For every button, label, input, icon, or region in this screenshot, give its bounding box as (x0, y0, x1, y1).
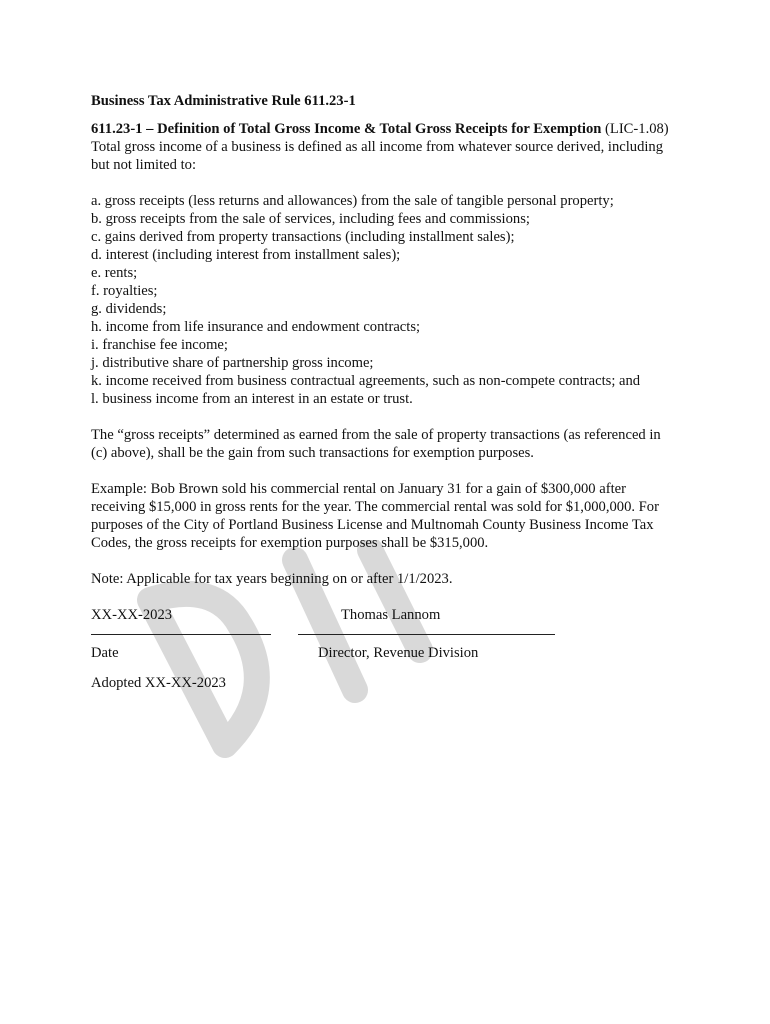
list-item: c. gains derived from property transactions (including installment sales); (91, 229, 515, 245)
rule-heading-bold: 611.23-1 – Definition of Total Gross Income & Total Gross Receipts for Exemption (91, 121, 602, 137)
rule-heading-code: (LIC-1.08) (601, 121, 669, 137)
gross-receipts-paragraph: The “gross receipts” determined as earned from the sale of property transactions (as referenced in (c) above), shall be the gain from such transactions for exemption purposes. (91, 427, 661, 461)
adopted-date: Adopted XX-XX-2023 (91, 675, 226, 691)
list-item: d. interest (including interest from installment sales); (91, 247, 401, 263)
example-paragraph: Example: Bob Brown sold his commercial rental on January 31 for a gain of $300,000 after receiving $15,000 in gross rents for the year. The commercial rental was sold for $1,000,000. For purposes of the City of Portland Business License and Multnomah County Business Income Tax Codes, the gross receipts for exemption purposes shall be $315,000. (91, 481, 659, 551)
date-label: Date (91, 645, 119, 661)
director-title-label: Director, Revenue Division (318, 645, 479, 661)
list-item: e. rents; (91, 265, 138, 281)
applicability-note: Note: Applicable for tax years beginning on or after 1/1/2023. (91, 571, 453, 587)
rule-heading (91, 120, 671, 138)
document-body (91, 92, 671, 692)
list-item: l. business income from an interest in an estate or trust. (91, 391, 413, 407)
list-item: g. dividends; (91, 301, 167, 317)
list-item: k. income received from business contractual agreements, such as non-compete contracts; and (91, 373, 641, 389)
list-item: a. gross receipts (less returns and allowances) from the sale of tangible personal property; (91, 193, 614, 209)
signature-labels (91, 644, 671, 664)
date-signature-line (91, 634, 271, 635)
director-signature-line (298, 634, 555, 635)
signature-date-value: XX-XX-2023 (91, 607, 173, 623)
rule-title: Business Tax Administrative Rule 611.23-1 (91, 93, 356, 109)
list-item: i. franchise fee income; (91, 337, 228, 353)
list-item: h. income from life insurance and endowment contracts; (91, 319, 421, 335)
intro-paragraph: Total gross income of a business is defined as all income from whatever source derived, including but not limited to: (91, 139, 664, 173)
list-item: j. distributive share of partnership gross income; (91, 355, 374, 371)
income-list (91, 192, 671, 408)
signer-name: Thomas Lannom (341, 607, 441, 623)
signature-block (91, 606, 671, 646)
list-item: f. royalties; (91, 283, 158, 299)
list-item: b. gross receipts from the sale of services, including fees and commissions; (91, 211, 530, 227)
